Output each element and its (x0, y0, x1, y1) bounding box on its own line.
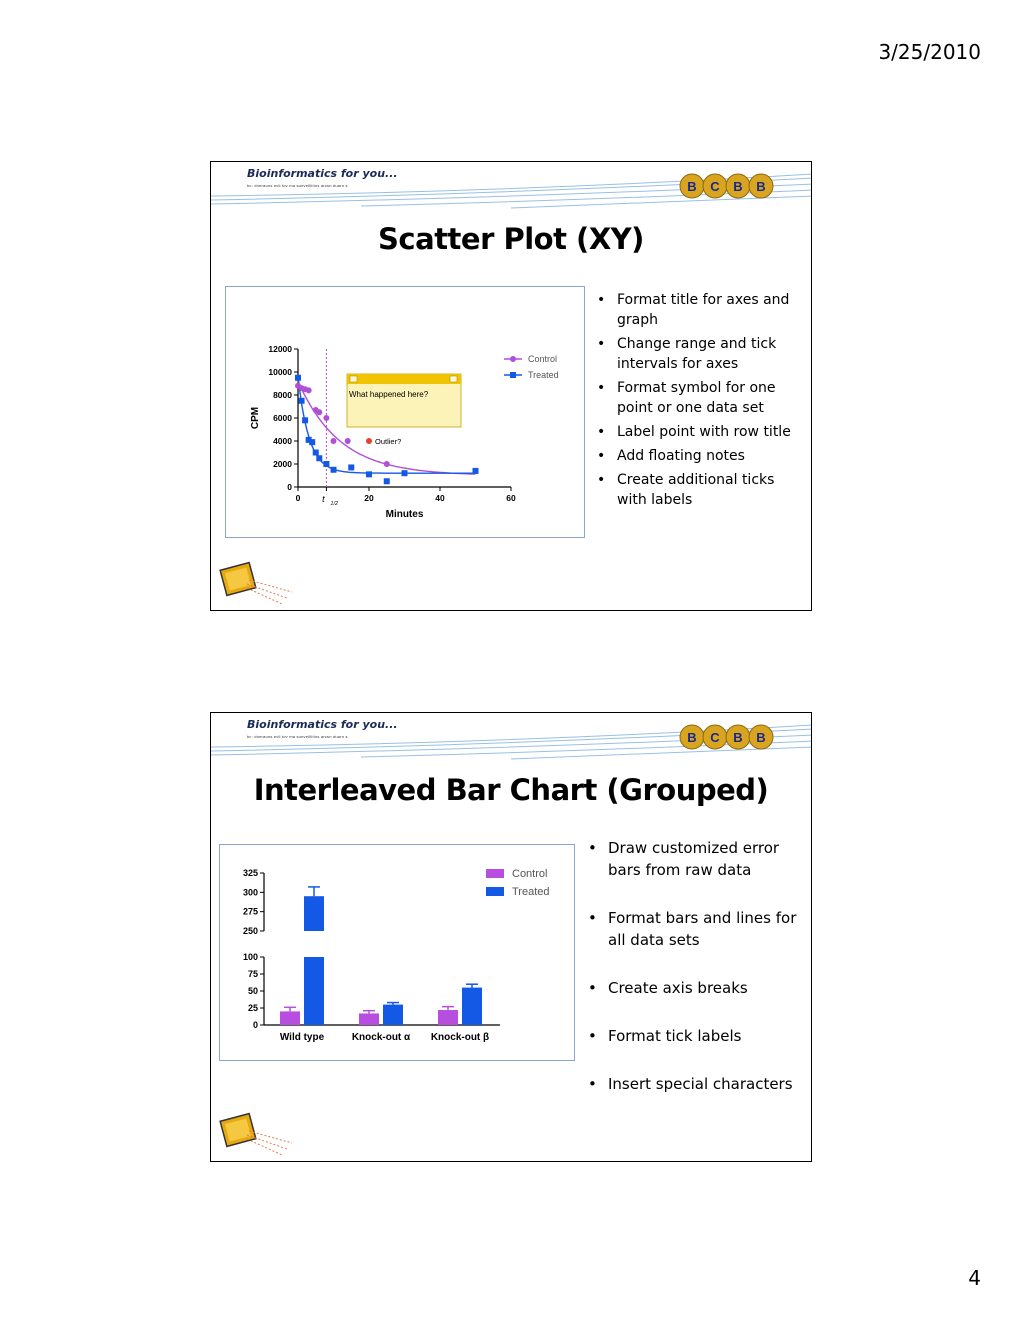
y-tick-label: 10000 (268, 367, 292, 377)
treated-point (302, 417, 308, 423)
svg-text:C: C (710, 730, 720, 745)
y-tick-label: 100 (242, 952, 258, 962)
legend-treated-label: Treated (512, 886, 550, 898)
brand-subtitle: bc: dneraons evil tov ma sunvelllitios arcsn duarn s (247, 734, 348, 739)
note-close-icon (450, 376, 457, 382)
extra-x-tick-label: t (322, 494, 325, 504)
legend-control-marker (510, 356, 516, 362)
bar-chart-frame (219, 844, 575, 1061)
y-tick-label: 8000 (273, 390, 292, 400)
svg-text:B: B (756, 179, 766, 194)
bullet-list (595, 290, 800, 514)
bullet-list (586, 837, 811, 1121)
brand-tagline: Bioinformatics for you... (247, 718, 398, 731)
outlier-label: Outlier? (375, 437, 402, 446)
y-tick-label: 12000 (268, 344, 292, 354)
bullet-item: • Format bars and lines for all data sets (586, 907, 811, 951)
x-category-label: Wild type (279, 1032, 325, 1043)
control-point (331, 438, 337, 444)
bullet-item: • Format symbol for one point or one data set (595, 378, 800, 418)
control-bar (359, 1013, 379, 1025)
y-tick-label: 25 (247, 1003, 258, 1013)
control-bar (438, 1010, 458, 1025)
brand-tagline: Bioinformatics for you... (247, 167, 398, 180)
treated-point (295, 375, 301, 381)
page-date: 3/25/2010 (878, 40, 981, 64)
svg-text:B: B (733, 179, 743, 194)
svg-text:B: B (687, 730, 697, 745)
floating-note-titlebar (347, 374, 461, 384)
control-point (316, 409, 322, 415)
bcbb-logo (680, 725, 773, 749)
legend-treated-swatch (486, 887, 504, 896)
computer-logo-icon (217, 558, 297, 606)
treated-point (331, 467, 337, 473)
brand-subtitle: bc: dneraons evil tov ma sunvelllitios arcsn duarn s (247, 183, 348, 188)
y-tick-label: 300 (242, 887, 258, 898)
control-point (384, 461, 390, 467)
note-menu-icon (350, 376, 357, 382)
treated-point (473, 468, 479, 474)
control-bar (280, 1011, 300, 1025)
bullet-item: • Insert special characters (586, 1073, 811, 1095)
floating-note-text: What happened here? (349, 390, 429, 399)
x-tick-label: 0 (295, 493, 301, 503)
svg-text:B: B (687, 179, 697, 194)
treated-point (384, 478, 390, 484)
bullet-item: • Create additional ticks with labels (595, 470, 800, 510)
y-tick-label: 275 (242, 906, 258, 917)
treated-point (402, 470, 408, 476)
bcbb-logo (680, 174, 773, 198)
bullet-item: • Draw customized error bars from raw data (586, 837, 811, 881)
treated-bar-lower (304, 957, 324, 1025)
x-tick-label: 40 (435, 493, 445, 503)
legend-control-label: Control (528, 354, 558, 364)
slide-bar-chart (210, 712, 812, 1162)
legend-control-swatch (486, 869, 504, 878)
bar-chart (220, 845, 574, 1060)
y-tick-label: 4000 (273, 436, 292, 446)
treated-point (313, 450, 319, 456)
y-tick-label: 2000 (273, 459, 292, 469)
treated-point (366, 471, 372, 477)
control-point (306, 387, 312, 393)
scatter-chart (226, 287, 584, 537)
treated-point (299, 398, 305, 404)
bullet-item: • Add floating notes (595, 446, 800, 466)
bullet-item: • Format title for axes and graph (595, 290, 800, 330)
scatter-chart-frame (225, 286, 585, 538)
control-point (323, 415, 329, 421)
bullet-item: • Label point with row title (595, 422, 800, 442)
y-tick-label: 250 (242, 926, 258, 936)
page-number: 4 (968, 1266, 981, 1290)
y-axis-title: CPM (250, 406, 261, 430)
y-tick-label: 6000 (273, 413, 292, 423)
x-tick-label: 60 (506, 493, 516, 503)
y-tick-label: 325 (242, 868, 258, 878)
slide-title: Scatter Plot (XY) (378, 222, 644, 256)
y-tick-label: 0 (252, 1020, 258, 1030)
svg-text:B: B (733, 730, 743, 745)
treated-bar-upper (304, 896, 324, 931)
computer-logo-icon (217, 1109, 297, 1157)
x-tick-label: 20 (364, 493, 374, 503)
slide-scatter-plot (210, 161, 812, 611)
legend-treated-marker (510, 372, 516, 378)
bullet-item: • Format tick labels (586, 1025, 811, 1047)
treated-point (316, 455, 322, 461)
control-point (345, 438, 351, 444)
legend-control-label: Control (512, 868, 548, 880)
x-axis-title: Minutes (385, 509, 424, 520)
bullet-item: • Change range and tick intervals for axes (595, 334, 800, 374)
bullet-item: • Create axis breaks (586, 977, 811, 999)
treated-point (348, 464, 354, 470)
treated-point (323, 461, 329, 467)
svg-text:B: B (756, 730, 766, 745)
y-tick-label: 0 (287, 482, 292, 492)
y-tick-label: 50 (247, 986, 258, 996)
x-category-label: Knock-out β (430, 1032, 490, 1043)
svg-text:C: C (710, 179, 720, 194)
treated-bar (462, 988, 482, 1025)
x-category-label: Knock-out α (351, 1032, 411, 1043)
y-tick-label: 75 (247, 969, 258, 979)
extra-x-tick-subscript: 1/2 (330, 501, 339, 507)
legend-treated-label: Treated (528, 370, 559, 380)
treated-bar (383, 1005, 403, 1025)
treated-point (309, 439, 315, 445)
slide-title: Interleaved Bar Chart (Grouped) (253, 773, 769, 807)
outlier-point (366, 438, 372, 444)
